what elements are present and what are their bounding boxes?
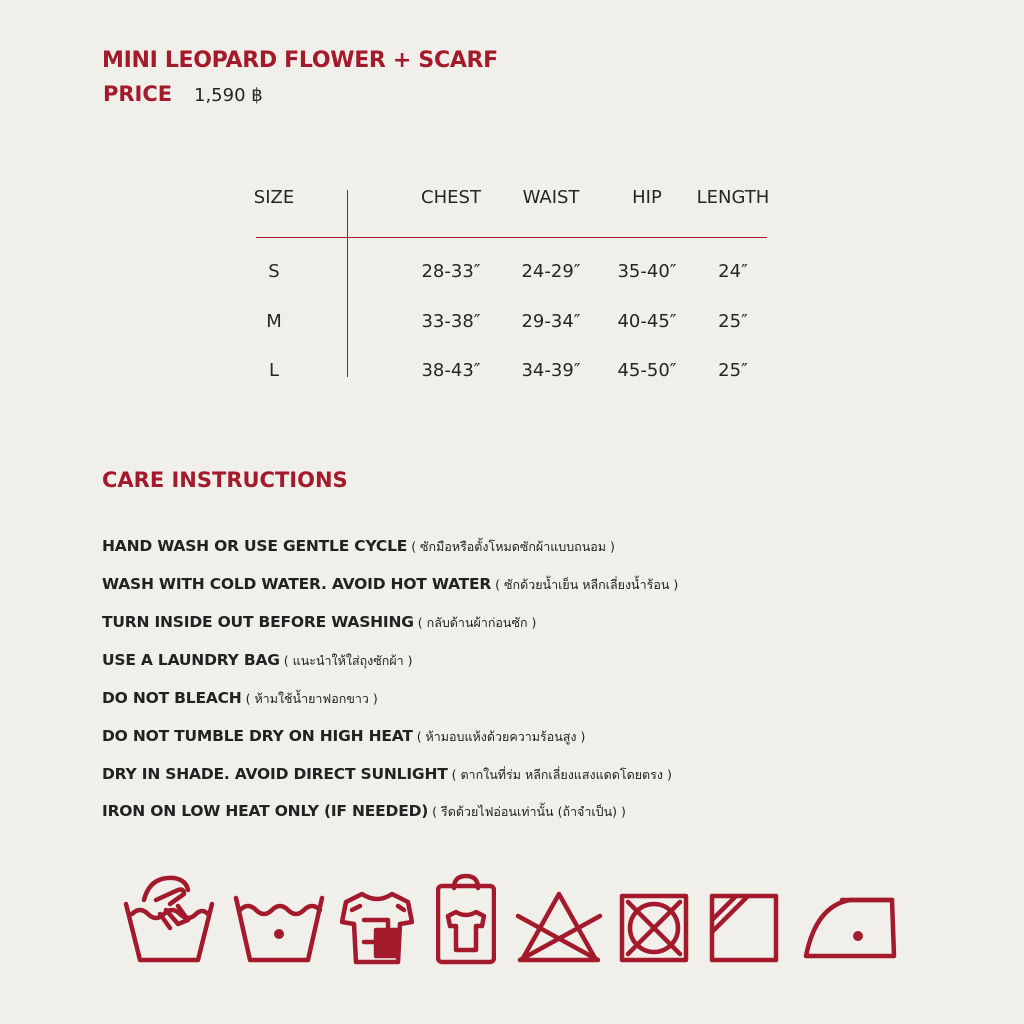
cell-size: S (268, 261, 280, 282)
product-title: MINI LEOPARD FLOWER + SCARF (102, 48, 498, 73)
care-item-en: TURN INSIDE OUT BEFORE WASHING (102, 613, 414, 631)
table-horizontal-divider (256, 237, 767, 238)
iron-low-icon (802, 870, 900, 966)
cell-hip: 35-40″ (617, 261, 677, 282)
no-tumble-dry-icon (618, 870, 690, 966)
cell-waist: 29-34″ (521, 311, 581, 332)
price-value: 1,590 ฿ (194, 85, 263, 106)
care-item (102, 612, 536, 633)
hand-wash-icon (122, 870, 216, 966)
cell-chest: 38-43″ (421, 360, 481, 381)
care-item (102, 574, 678, 595)
care-item-en: DO NOT BLEACH (102, 689, 242, 707)
cold-wash-icon (232, 870, 326, 966)
care-title: CARE INSTRUCTIONS (102, 468, 348, 492)
no-bleach-icon (514, 870, 604, 966)
care-item-th: ( แนะนำให้ใส่ถุงซักผ้า ) (283, 653, 413, 668)
cell-length: 25″ (718, 360, 748, 381)
care-item-en: DO NOT TUMBLE DRY ON HIGH HEAT (102, 727, 413, 745)
care-item (102, 764, 672, 785)
care-item (102, 688, 378, 709)
care-item (102, 726, 585, 747)
price-label: PRICE (103, 82, 173, 106)
care-item-th: ( กลับด้านผ้าก่อนซัก ) (417, 615, 537, 630)
care-item-en: WASH WITH COLD WATER. AVOID HOT WATER (102, 575, 492, 593)
care-item-en: USE A LAUNDRY BAG (102, 651, 280, 669)
cell-hip: 45-50″ (617, 360, 677, 381)
header-length: LENGTH (696, 187, 770, 208)
cell-size: M (266, 311, 282, 332)
header-size: SIZE (253, 187, 295, 208)
cell-waist: 34-39″ (521, 360, 581, 381)
care-item-th: ( ตากในที่ร่ม หลีกเลี่ยงแสงแดดโดยตรง ) (451, 767, 672, 782)
care-item-en: DRY IN SHADE. AVOID DIRECT SUNLIGHT (102, 765, 448, 783)
laundry-bag-icon (436, 870, 496, 966)
cell-size: L (268, 360, 280, 381)
cell-length: 25″ (718, 311, 748, 332)
care-item-th: ( ซักด้วยน้ำเย็น หลีกเลี่ยงน้ำร้อน ) (495, 577, 679, 592)
cell-waist: 24-29″ (521, 261, 581, 282)
cell-hip: 40-45″ (617, 311, 677, 332)
dry-in-shade-icon (708, 870, 780, 966)
care-item-th: ( ห้ามใช้น้ำยาฟอกขาว ) (245, 691, 378, 706)
cell-length: 24″ (718, 261, 748, 282)
inside-out-icon (340, 870, 414, 966)
care-item-th: ( รีดด้วยไฟอ่อนเท่านั้น (ถ้าจำเป็น) ) (432, 804, 626, 819)
care-item-th: ( ห้ามอบแห้งด้วยความร้อนสูง ) (416, 729, 586, 744)
care-item (102, 801, 626, 822)
header-chest: CHEST (421, 187, 481, 208)
table-vertical-divider (347, 190, 348, 377)
care-item (102, 650, 413, 671)
care-item-en: IRON ON LOW HEAT ONLY (IF NEEDED) (102, 802, 429, 820)
care-item (102, 536, 615, 557)
cell-chest: 28-33″ (421, 261, 481, 282)
care-item-th: ( ซักมือหรือตั้งโหมดซักผ้าแบบถนอม ) (411, 539, 615, 554)
header-waist: WAIST (522, 187, 580, 208)
header-hip: HIP (632, 187, 662, 208)
care-item-en: HAND WASH OR USE GENTLE CYCLE (102, 537, 408, 555)
cell-chest: 33-38″ (421, 311, 481, 332)
